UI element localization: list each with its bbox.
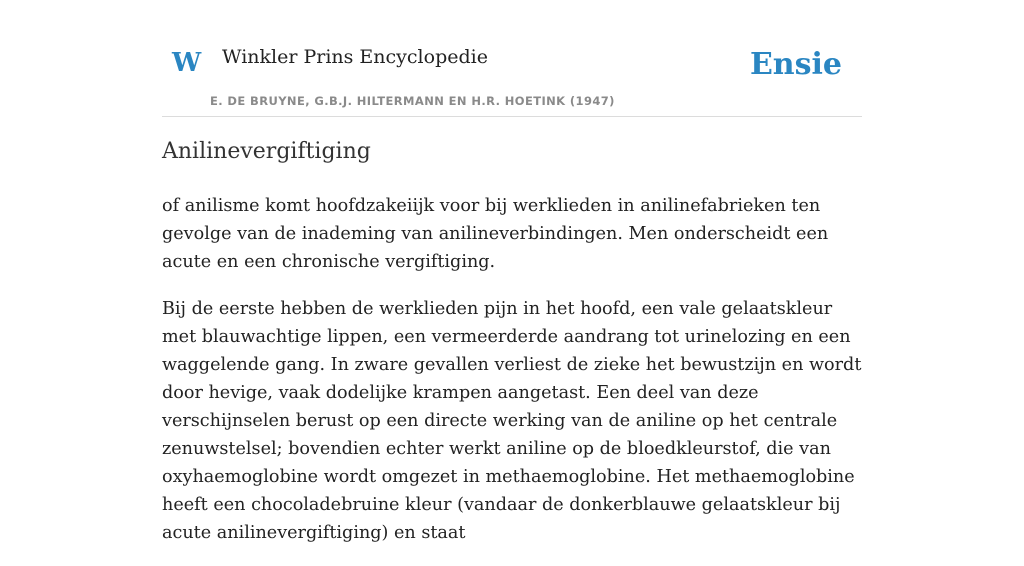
encyclopedia-authors: E. DE BRUYNE, G.B.J. HILTERMANN EN H.R. HOETINK (1947) (210, 94, 615, 108)
article-title: Anilinevergiftiging (162, 139, 371, 164)
winkler-prins-logo[interactable]: W (172, 48, 202, 78)
ensie-logo[interactable]: Ensie (749, 47, 842, 82)
article-body (162, 192, 867, 566)
encyclopedia-title[interactable]: Winkler Prins Encyclopedie (222, 46, 488, 68)
article-paragraph: Bij de eerste hebben de werklieden pijn in het hoofd, een vale gelaatskleur met blauwachtige lippen, een vermeerderde aandrang tot urinelozing en een waggelende gang. In zware gevallen verliest de zieke het bewustzijn en wordt door hevige, vaak dodelijke krampen aangetast. Een deel van deze verschijnselen berust op een directe werking van de aniline op het centrale zenuwstelsel; bovendien echter werkt aniline op de bloedkleurstof, die van oxyhaemoglobine wordt omgezet in methaemoglobine. Het methaemoglobine heeft een chocoladebruine kleur (vandaar de donkerblauwe gelaatskleur bij acute anilinevergiftiging) en staat (162, 299, 862, 543)
site-header (162, 0, 862, 117)
article-paragraph: of anilisme komt hoofdzakeiijk voor bij werklieden in anilinefabrieken ten gevolge van de inademing van anilineverbindingen. Men onderscheidt een acute en een chronische vergiftiging. (162, 196, 829, 272)
